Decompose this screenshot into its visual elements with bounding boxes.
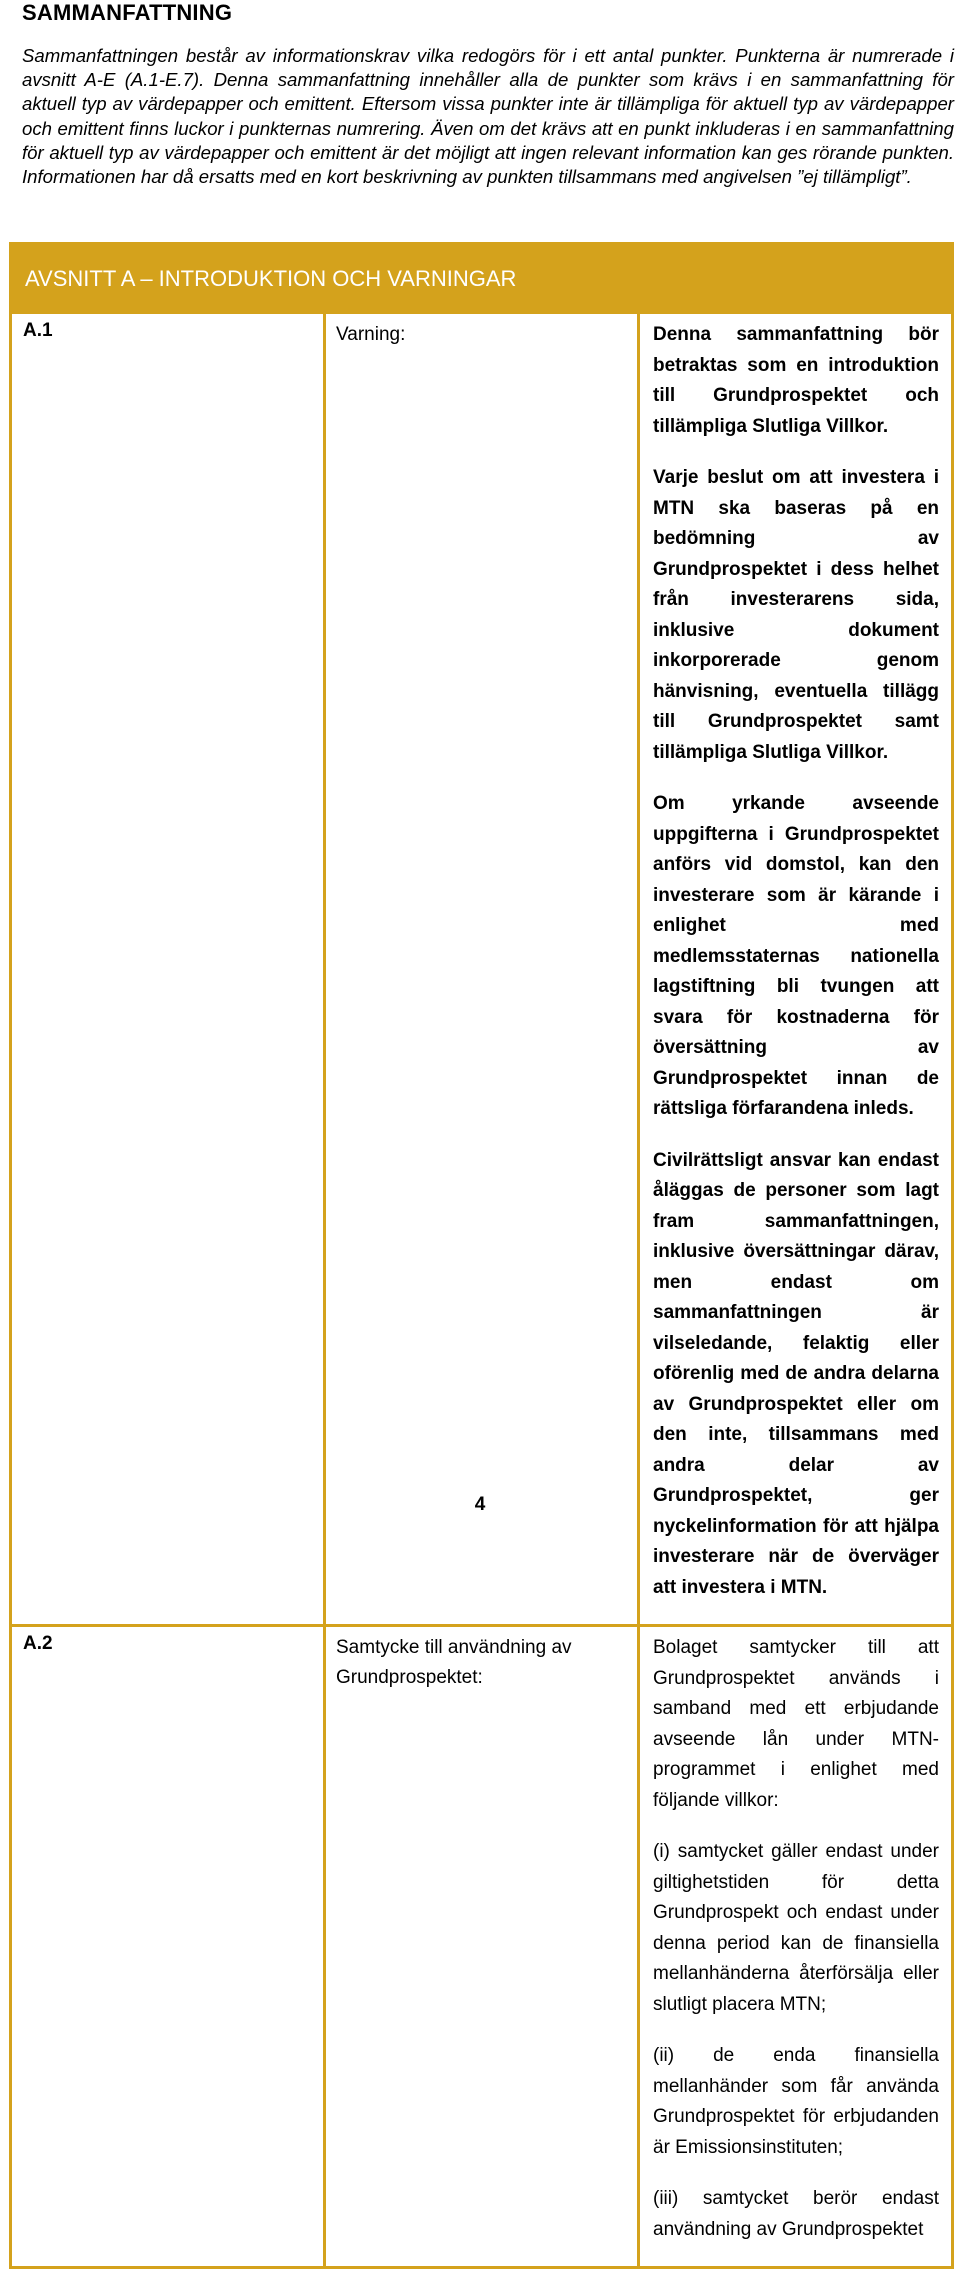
- paragraph: (iii) samtycket berör endast användning av Grundprospektet: [653, 2188, 939, 2240]
- row-content: [639, 313, 953, 1626]
- row-label: Samtycke till användning av Grundprospektet:: [325, 1626, 639, 2268]
- paragraph: Civilrättsligt ansvar kan endast åläggas de personer som lagt fram sammanfattningen, inklusive översättningar därav, men endast om sammanfattningen är vilseledande, felaktig eller oförenlig med de andra delarna av Grundprospektet eller om den inte, tillsammans med andra delar av Grundprospektet, ger nyckelinformation för att hjälpa investerare när de överväger att investera i MTN.: [653, 1149, 939, 1598]
- table-row: [11, 1626, 953, 2268]
- paragraph: Varje beslut om att investera i MTN ska baseras på en bedömning av Grundprospektet i dess helhet från investerarens sida, inklusive dokument inkorporerade genom hänvisning, eventuella tillägg till Grundprospektet samt tillämpliga Slutliga Villkor.: [653, 467, 939, 763]
- paragraph: (i) samtycket gäller endast under giltighetstiden för detta Grundprospekt och endast under denna period kan de finansiella mellanhänderna återförsälja eller slutligt placera MTN;: [653, 1841, 939, 2015]
- paragraph: (ii) de enda finansiella mellanhänder som får använda Grundprospektet för erbjudanden är Emissionsinstituten;: [653, 2045, 939, 2158]
- summary-table: [9, 242, 954, 2269]
- table-row: [11, 313, 953, 1626]
- paragraph: Bolaget samtycker till att Grundprospektet används i samband med ett erbjudande avseende lån under MTN-programmet i enlighet med följande villkor:: [653, 1637, 939, 1811]
- row-number: A.1: [11, 313, 325, 1626]
- intro-paragraph: Sammanfattningen består av informationskrav vilka redogörs för i ett antal punkter. Punkterna är numrerade i avsnitt A-E (A.1-E.7). Denna sammanfattning innehåller alla de punkter som krävs i en sammanfattning för aktuell typ av värdepapper och emittent. Eftersom vissa punkter inte är tillämpliga för aktuell typ av värdepapper och emittent finns luckor i punkternas numrering. Även om det krävs att en punkt inkluderas i en sammanfattning för aktuell typ av värdepapper och emittent är det möjligt att ingen relevant information kan ges rörande punkten. Informationen har då ersatts med en kort beskrivning av punkten tillsammans med angivelsen ”ej tillämpligt”.: [22, 45, 954, 188]
- row-content: [639, 1626, 953, 2268]
- paragraph: Denna sammanfattning bör betraktas som en introduktion till Grundprospektet och tillämpliga Slutliga Villkor.: [653, 324, 939, 437]
- page-title: SAMMANFATTNING: [22, 0, 233, 25]
- section-header-label: AVSNITT A – INTRODUKTION OCH VARNINGAR: [25, 266, 517, 291]
- row-number: A.2: [11, 1626, 325, 2268]
- page-number: 4: [474, 1494, 486, 1515]
- section-header: [11, 244, 953, 313]
- paragraph: Om yrkande avseende uppgifterna i Grundprospektet anförs vid domstol, kan den investerare som är kärande i enlighet med medlemsstaternas nationella lagstiftning bli tvungen att svara för kostnaderna för översättning av Grundprospektet innan de rättsliga förfarandena inleds.: [653, 793, 939, 1119]
- row-label: Varning:: [325, 313, 639, 1626]
